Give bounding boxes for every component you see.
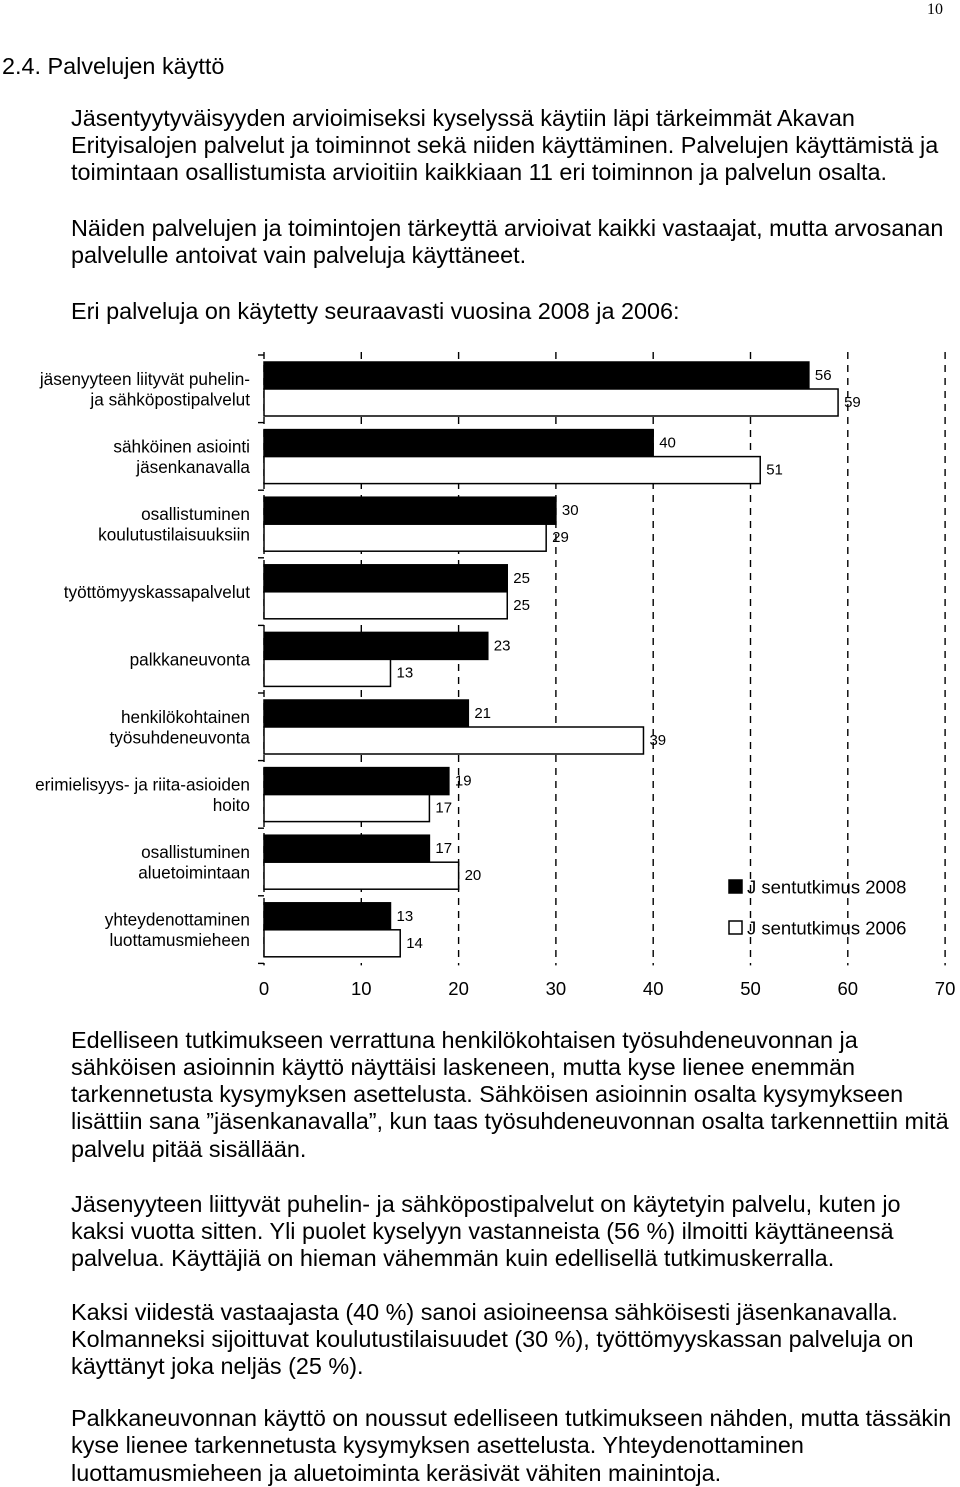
paragraph-line: Jäsentyytyväisyyden arvioimiseksi kyselyssä käytiin läpi tärkeimmät Akavan: [71, 104, 855, 131]
bar-series-1: [264, 362, 809, 389]
data-label: 39: [649, 732, 667, 749]
category-label: koulutustilaisuuksiin: [98, 524, 250, 545]
chart-intro-paragraph: [71, 298, 680, 325]
data-label: 21: [474, 705, 492, 722]
paragraph-line: tarkennetusta kysymyksen asettelusta. Sähköisen asioinnin osalta kysymykseen: [71, 1081, 904, 1108]
paragraph-line: palvelu pitää sisällään.: [71, 1135, 307, 1162]
data-label: 56: [814, 367, 832, 384]
bar-series-1: [264, 835, 429, 862]
intro-paragraph: [71, 105, 938, 187]
paragraph-line: Kaksi viidestä vastaajasta (40 %) sanoi asioineensa sähköisesti jäsenkanavalla.: [71, 1298, 898, 1325]
paragraph-line: kaksi vuotta sitten. Yli puolet kyselyyn vastanneista (56 %) ilmoitti käyttäneensä: [71, 1217, 894, 1244]
x-tick-label: 70: [934, 977, 956, 999]
most-used-paragraph: [71, 1191, 901, 1273]
legend-label: J sentutkimus 2006: [747, 917, 907, 939]
paragraph-line: Eri palveluja on käytetty seuraavasti vuosina 2008 ja 2006:: [71, 297, 680, 324]
data-label: 20: [464, 867, 482, 885]
category-label: luottamusmieheen: [109, 930, 250, 951]
category-label: palkkaneuvonta: [129, 649, 250, 670]
paragraph-line: palvelua. Käyttäjiä on hieman vähemmän kuin edellisellä tutkimuskerralla.: [71, 1245, 835, 1272]
category-label: osallistuminen: [141, 503, 250, 524]
bar-series-2: [264, 592, 507, 619]
comparison-paragraph: [71, 1027, 949, 1163]
legend-label: J sentutkimus 2008: [747, 876, 907, 898]
bar-series-2: [264, 659, 390, 686]
paragraph-line: kyse lienee tarkennetusta kysymyksen asettelusta. Yhteydenottaminen: [71, 1432, 804, 1459]
paragraph-line: luottamusmieheen ja aluetoiminta keräsivät vähiten mainintoja.: [71, 1459, 722, 1486]
paragraph-line: Näiden palvelujen ja toimintojen tärkeyttä arvioivat kaikki vastaajat, mutta arvosanan: [71, 214, 944, 241]
category-label: työsuhdeneuvonta: [109, 727, 250, 748]
category-label: sähköinen asiointi: [113, 436, 250, 457]
data-label: 25: [513, 569, 530, 587]
paragraph-line: Kolmanneksi sijoittuvat koulutustilaisuudet (30 %), työttömyyskassan palveluja on: [71, 1325, 914, 1352]
section-heading: 2.4. Palvelujen käyttö: [2, 52, 225, 79]
category-label: hoito: [212, 794, 250, 815]
category-label: jäsenkanavalla: [136, 456, 250, 477]
bar-series-1: [264, 768, 449, 795]
bar-series-2: [264, 862, 459, 889]
x-tick-label: 0: [258, 977, 270, 999]
bar-series-2: [264, 524, 546, 551]
bar-series-2: [264, 795, 429, 822]
data-label: 40: [659, 434, 676, 452]
data-label: 59: [844, 394, 861, 411]
x-tick-label: 50: [740, 977, 761, 999]
services-usage-chart: [0, 340, 960, 1005]
category-label: osallistuminen: [141, 841, 250, 862]
bar-series-1: [264, 700, 468, 727]
page-number: 10: [927, 1, 943, 18]
data-label: 13: [396, 907, 414, 925]
bar-series-2: [264, 389, 838, 416]
x-tick-label: 40: [642, 977, 664, 999]
data-label: 13: [396, 664, 414, 682]
bar-series-1: [264, 430, 653, 457]
paragraph-line: sähköisen asioinnin käyttö näyttäisi laskeneen, mutta kyse lienee enemmän: [71, 1053, 856, 1080]
bar-series-1: [264, 903, 390, 930]
data-label: 25: [513, 596, 530, 614]
data-label: 23: [493, 637, 511, 655]
data-label: 14: [406, 934, 423, 952]
category-label: aluetoimintaan: [138, 862, 250, 883]
bar-series-2: [264, 930, 400, 957]
paragraph-line: lisättiin sana ”jäsenkanavalla”, kun taas työsuhdeneuvonnan osalta tarkennettiin mitä: [71, 1108, 949, 1135]
legend-swatch: [729, 921, 742, 934]
category-label: henkilökohtainen: [120, 706, 250, 727]
data-label: 19: [454, 772, 472, 790]
rating-paragraph: [71, 215, 943, 270]
category-label: työttömyyskassapalvelut: [63, 581, 250, 602]
electronic-services-paragraph: [71, 1299, 914, 1381]
paragraph-line: toimintaan osallistumista arvioitiin kaikkiaan 11 eri toiminnon ja palvelun osalta.: [71, 159, 888, 186]
category-label: jäsenyyteen liityvät puhelin-: [39, 368, 250, 389]
x-tick-label: 20: [448, 977, 469, 999]
paragraph-line: palvelulle antoivat vain palveluja käyttäneet.: [71, 241, 527, 268]
legend-swatch: [729, 880, 742, 893]
category-label: erimielisyys- ja riita-asioiden: [35, 774, 250, 795]
data-label: 29: [552, 529, 569, 547]
x-tick-label: 60: [837, 977, 859, 999]
bar-series-2: [264, 727, 643, 754]
bar-series-1: [264, 497, 556, 524]
salary-advice-paragraph: [71, 1405, 951, 1487]
paragraph-line: Erityisalojen palvelut ja toiminnot sekä niiden käyttäminen. Palvelujen käyttämistä ja: [71, 131, 939, 158]
bar-series-1: [264, 565, 507, 592]
data-label: 17: [435, 840, 453, 858]
data-label: 51: [766, 461, 783, 479]
paragraph-line: käyttänyt joka neljäs (25 %).: [71, 1353, 364, 1380]
paragraph-line: Jäsenyyteen liittyvät puhelin- ja sähköpostipalvelut on käytetyin palvelu, kuten jo: [71, 1190, 901, 1217]
paragraph-line: Edelliseen tutkimukseen verrattuna henkilökohtaisen työsuhdeneuvonnan ja: [71, 1026, 858, 1053]
bar-series-2: [264, 457, 760, 484]
x-tick-label: 10: [351, 977, 372, 999]
x-tick-label: 30: [545, 977, 567, 999]
paragraph-line: Palkkaneuvonnan käyttö on noussut edelliseen tutkimukseen nähden, mutta tässäkin: [71, 1405, 952, 1431]
data-label: 30: [561, 502, 579, 520]
category-label: yhteydenottaminen: [104, 909, 250, 930]
data-label: 17: [435, 799, 453, 817]
bar-series-1: [264, 632, 488, 659]
category-label: ja sähköpostipalvelut: [90, 389, 250, 410]
